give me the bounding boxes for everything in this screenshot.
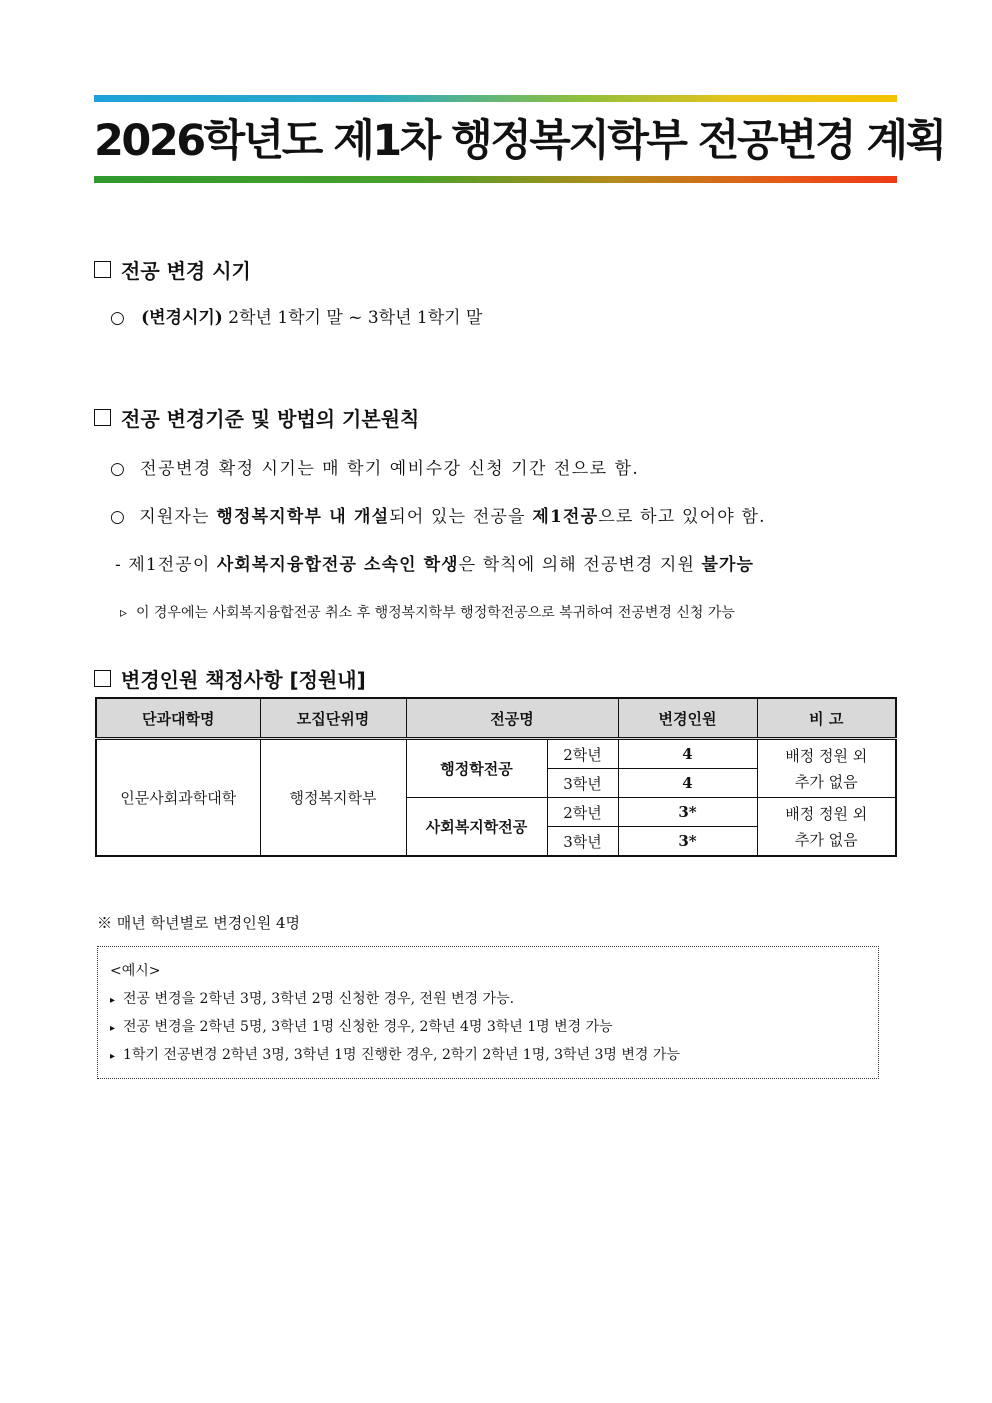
count-cell: 4 xyxy=(618,769,757,798)
text-run: - 제1전공이 xyxy=(115,555,217,575)
footnote: ※ 매년 학년별로 변경인원 4명 xyxy=(97,914,301,932)
text-emphasis: 사회복지융합전공 소속인 학생 xyxy=(216,555,459,575)
timing-item xyxy=(110,303,482,328)
section-heading-principles xyxy=(94,403,419,432)
timing-label: (변경시기) xyxy=(141,308,223,328)
text-emphasis: 불가능 xyxy=(701,555,755,575)
checkbox-square-icon xyxy=(94,670,111,687)
year-cell: 3학년 xyxy=(547,827,618,857)
example-box xyxy=(97,946,879,1079)
unit-cell: 행정복지학부 xyxy=(260,739,406,857)
remark-cell: 배정 정원 외 추가 없음 xyxy=(757,739,896,798)
text-run: 지원자는 xyxy=(139,507,217,527)
header-remark: 비 고 xyxy=(757,698,896,739)
text-run: 은 학칙에 의해 전공변경 지원 xyxy=(458,555,702,575)
example-item xyxy=(110,1041,866,1069)
example-text: 전공 변경을 2학년 5명, 3학년 1명 신청한 경우, 2학년 4명 3학년 1명 변경 가능 xyxy=(123,1019,613,1035)
year-cell: 2학년 xyxy=(547,739,618,769)
triangle-bullet-icon: ▸ xyxy=(110,1023,116,1034)
header-college: 단과대학명 xyxy=(96,698,260,739)
example-text: 전공 변경을 2학년 3명, 3학년 2명 신청한 경우, 전원 변경 가능. xyxy=(123,991,515,1007)
text-emphasis: 행정복지학부 내 개설 xyxy=(216,507,390,527)
principle-item-1 xyxy=(110,454,639,479)
major-name-cell: 사회복지학전공 xyxy=(406,798,547,857)
principle-text: 전공변경 확정 시기는 매 학기 예비수강 신청 기간 전으로 함. xyxy=(140,459,640,479)
header-count: 변경인원 xyxy=(618,698,757,739)
triangle-pointer-icon: ▹ xyxy=(120,605,128,621)
count-cell: 3* xyxy=(618,798,757,827)
college-cell: 인문사회과학대학 xyxy=(96,739,260,857)
count-cell: 3* xyxy=(618,827,757,857)
count-cell: 4 xyxy=(618,739,757,769)
section-heading-label: 전공 변경 시기 xyxy=(121,259,251,283)
major-name-cell: 행정학전공 xyxy=(406,739,547,798)
text-run: 으로 하고 있어야 함. xyxy=(598,507,766,527)
header-unit: 모집단위명 xyxy=(260,698,406,739)
checkbox-square-icon xyxy=(94,409,111,426)
year-cell: 3학년 xyxy=(547,769,618,798)
principle-item-2 xyxy=(110,502,766,527)
circle-bullet-icon: ○ xyxy=(110,308,125,328)
page-title: 2026학년도 제1차 행정복지학부 전공변경 계획 xyxy=(94,116,945,166)
section-heading-allocation xyxy=(94,664,366,693)
header-major: 전공명 xyxy=(406,698,618,739)
checkbox-square-icon xyxy=(94,261,111,278)
section-heading-label: 변경인원 책정사항 [정원내] xyxy=(121,668,366,692)
title-top-rule xyxy=(94,95,897,102)
text-run: 되어 있는 전공을 xyxy=(389,507,533,527)
circle-bullet-icon: ○ xyxy=(110,459,127,479)
remark-cell: 배정 정원 외 추가 없음 xyxy=(757,798,896,857)
triangle-bullet-icon: ▸ xyxy=(110,995,116,1006)
section-heading-label: 전공 변경기준 및 방법의 기본원칙 xyxy=(121,407,420,431)
principle-sub-item xyxy=(115,550,754,575)
title-bottom-rule xyxy=(94,176,897,183)
allocation-table xyxy=(95,697,897,857)
example-label: <예시> xyxy=(110,963,161,979)
example-text: 1학기 전공변경 2학년 3명, 3학년 1명 진행한 경우, 2학기 2학년 1명, 3학년 3명 변경 가능 xyxy=(123,1047,680,1063)
section-heading-timing xyxy=(94,255,251,284)
example-item xyxy=(110,1013,866,1041)
principle-note xyxy=(120,602,735,622)
text-emphasis: 제1전공 xyxy=(532,507,599,527)
example-item xyxy=(110,985,866,1013)
triangle-bullet-icon: ▸ xyxy=(110,1051,116,1062)
year-cell: 2학년 xyxy=(547,798,618,827)
timing-text: 2학년 1학기 말 ~ 3학년 1학기 말 xyxy=(228,308,483,328)
circle-bullet-icon: ○ xyxy=(110,507,127,527)
note-text: 이 경우에는 사회복지융합전공 취소 후 행정복지학부 행정학전공으로 복귀하여 전공변경 신청 가능 xyxy=(135,605,735,621)
